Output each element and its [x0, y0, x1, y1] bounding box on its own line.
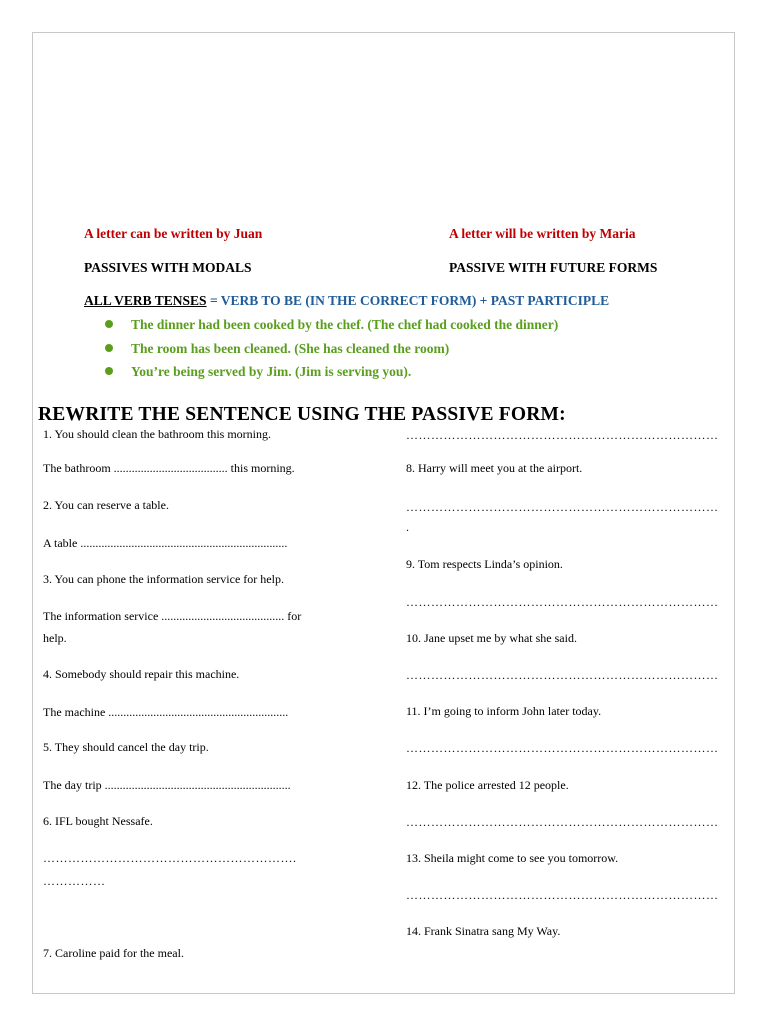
answer-line: …………… — [43, 874, 106, 888]
answer-line: . — [406, 520, 410, 534]
exercise-line: 1. You should clean the bathroom this morning. — [43, 427, 271, 441]
bullet-icon — [105, 344, 113, 352]
exercise-line: 11. I’m going to inform John later today. — [406, 704, 602, 718]
rule-formula: VERB TO BE (IN THE CORRECT FORM) + PAST PARTICIPLE — [220, 293, 610, 308]
answer-line: The machine ............................................................ — [43, 705, 289, 719]
answer-line: ………………………………………………………………… — [406, 815, 719, 829]
modal-example: A letter can be written by Juan — [84, 226, 263, 241]
bullet-icon — [105, 367, 113, 375]
bullet-item — [131, 364, 411, 380]
answer-line: ………………………………………………………………… — [406, 741, 719, 755]
bullet-item — [131, 317, 558, 333]
exercise-line: 7. Caroline paid for the meal. — [43, 946, 184, 960]
rule-label: ALL VERB TENSES — [84, 293, 207, 308]
exercise-line: 2. You can reserve a table. — [43, 498, 169, 512]
exercise-title: REWRITE THE SENTENCE USING THE PASSIVE FORM: — [38, 404, 566, 425]
exercise-line: 9. Tom respects Linda’s opinion. — [406, 557, 563, 571]
answer-line: ………………………………………………………………… — [406, 428, 719, 442]
exercise-line: 6. IFL bought Nessafe. — [43, 814, 153, 828]
answer-line: ………………………………………………………………… — [406, 595, 719, 609]
future-example: A letter will be written by Maria — [449, 226, 636, 241]
future-heading: PASSIVE WITH FUTURE FORMS — [449, 260, 658, 275]
bullet-text: The room has been cleaned. (She has cleaned the room) — [131, 341, 450, 356]
answer-line: ………………………………………………………………… — [406, 668, 719, 682]
answer-line: ………………………………………………………………… — [406, 500, 719, 514]
passive-rule — [84, 293, 609, 309]
exercise-line: 5. They should cancel the day trip. — [43, 740, 209, 754]
exercise-line: 3. You can phone the information service for help. — [43, 572, 284, 586]
bullet-item — [131, 341, 449, 357]
answer-line: The day trip .............................................................. — [43, 778, 291, 792]
exercise-line: 13. Sheila might come to see you tomorrow. — [406, 851, 619, 865]
exercise-line: 10. Jane upset me by what she said. — [406, 631, 577, 645]
exercise-line: 8. Harry will meet you at the airport. — [406, 461, 583, 475]
bullet-text: The dinner had been cooked by the chef. (The chef had cooked the dinner) — [131, 317, 559, 332]
answer-line: The bathroom ...................................... this morning. — [43, 461, 295, 475]
answer-line: help. — [43, 631, 67, 645]
rule-equals: = — [206, 293, 221, 308]
answer-line: A table ..................................................................... — [43, 536, 288, 550]
exercise-line: 12. The police arrested 12 people. — [406, 778, 569, 792]
answer-line: ………………………………………………………………… — [406, 888, 719, 902]
answer-line: The information service ......................................... for — [43, 609, 302, 623]
modal-heading: PASSIVES WITH MODALS — [84, 260, 252, 275]
exercise-line: 4. Somebody should repair this machine. — [43, 667, 240, 681]
bullet-text: You’re being served by Jim. (Jim is serving you). — [131, 364, 412, 379]
answer-line: ……………………………………………………. — [43, 851, 297, 865]
exercise-line: 14. Frank Sinatra sang My Way. — [406, 924, 561, 938]
bullet-icon — [105, 320, 113, 328]
